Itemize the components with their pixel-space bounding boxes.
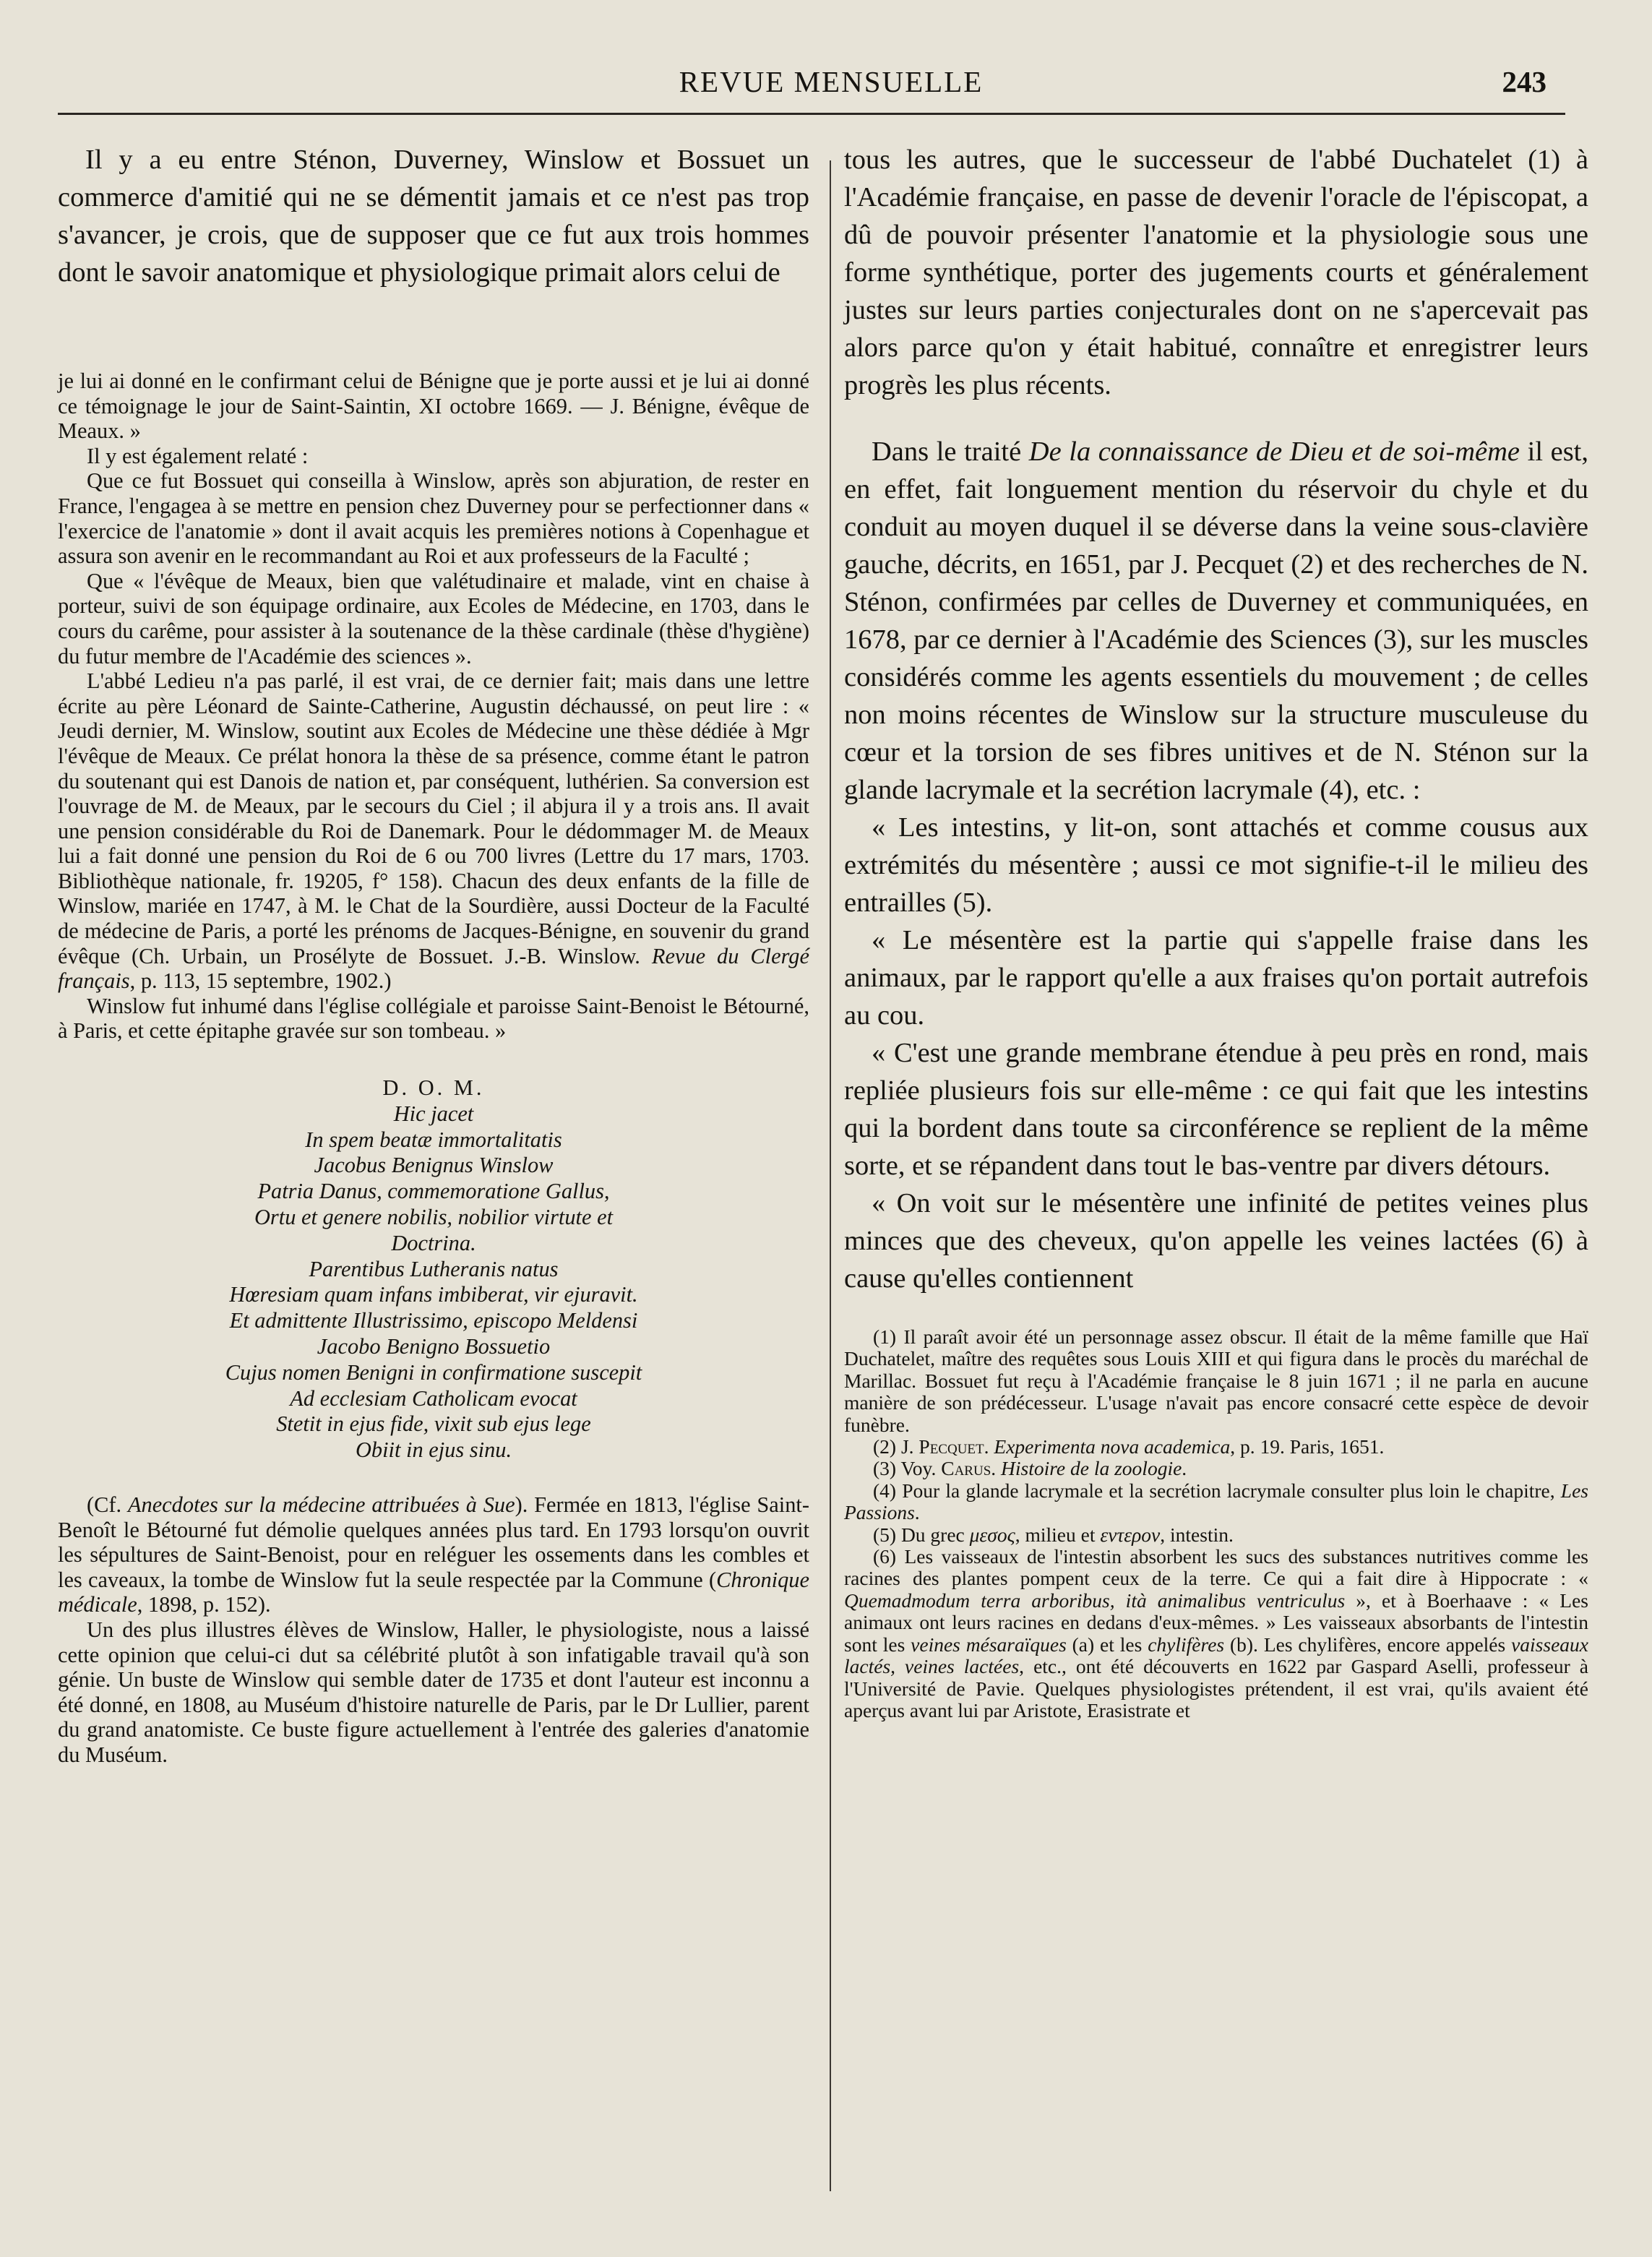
left-column (58, 141, 809, 1768)
term: vaisseaux lactés, veines lactées (844, 1633, 1588, 1678)
epitaph-line: Patria Danus, commemoratione Gallus, (257, 1179, 610, 1204)
book-title: Les Passions (844, 1479, 1588, 1524)
book-title: De la connaissance de Dieu et de soi-même (1028, 437, 1520, 467)
epitaph-line: Ad ecclesiam Catholicam evocat (290, 1385, 577, 1411)
epitaph-line: Jacobus Benignus Winslow (314, 1153, 554, 1178)
spacer (58, 291, 809, 369)
greek-word: εντερον (1100, 1523, 1161, 1546)
epitaph-line: In spem beatæ immortalitatis (305, 1127, 562, 1152)
epitaph-line: Hic jacet (393, 1101, 474, 1126)
footnote-text: (4) Pour la glande lacrymale et la secrétion lacrymale consulter plus loin le chapitre, (873, 1479, 1561, 1502)
footnote-text: . (914, 1501, 920, 1524)
term: veines mésaraïques (911, 1633, 1067, 1656)
footnote (844, 1524, 1588, 1546)
body-paragraph: tous les autres, que le successeur de l'abbé Duchatelet (1) à l'Académie française, en passe de devenir l'oracle de l'épiscopat, a dû de pouvoir présenter l'anatomie et la physiologie sous une forme synthétique, porter des jugements courts et généralement justes sur leurs parties conjecturales dont on ne s'apercevait pas alors parce qu'on y était habitué, connaître et enregistrer leurs progrès les plus récents. (844, 145, 1588, 400)
epitaph-line: Obiit in ejus sinu. (355, 1437, 512, 1463)
term: chylifères (1148, 1633, 1225, 1656)
footnotes (844, 1326, 1588, 1721)
footnote (844, 1458, 1588, 1479)
footnote-text: (3) Voy. (873, 1457, 942, 1480)
footnote-text: , milieu et (1015, 1523, 1101, 1546)
body-paragraph: Winslow fut inhumé dans l'église collégiale et paroisse Saint-Benoist le Bétourné, à Paris, et cette épitaphe gravée sur son tombeau. » (58, 993, 809, 1044)
source-title: Chronique médicale (58, 1567, 809, 1617)
body-paragraph: Que « l'évêque de Meaux, bien que valétudinaire et malade, vint en chaise à porteur, suivi de son équipage ordinaire, aux Ecoles de Médecine, en 1703, dans le cours du carême, pour assister à la soutenance de la thèse cardinale (thèse d'hygiène) du futur membre de l'Académie des sciences ». (58, 568, 809, 668)
source-title: Anecdotes sur la médecine attribuées à Sue (127, 1492, 515, 1517)
footnote-text: (6) Les vaisseaux de l'intestin absorbent les sucs des substances nutritives comme les racines des plantes pompent ceux de la terre. Ce qui a fait dire à Hippocrate : « (844, 1545, 1588, 1590)
body-text: , p. 113, 15 septembre, 1902.) (129, 968, 392, 994)
epitaph-line: Parentibus Lutheranis natus (309, 1256, 559, 1281)
epitaph (58, 1075, 809, 1463)
footnote-text: (2) J. (873, 1435, 919, 1458)
epitaph-line: Doctrina. (391, 1230, 476, 1255)
quote-paragraph: « Les intestins, y lit-on, sont attachés et comme cousus aux extrémités du mésentère ; aussi ce mot signifie-t-il le milieu des entrailles (5). (844, 812, 1588, 918)
spacer (58, 1463, 809, 1492)
latin-quote: Quemadmodum terra arboribus, ità animalibus ventriculus (844, 1589, 1346, 1612)
footnote-text: , p. 19. Paris, 1651. (1230, 1435, 1385, 1458)
body-paragraph: Que ce fut Bossuet qui conseilla à Winslow, après son abjuration, de rester en France, l'engagea à se mettre en pension chez Duverney pour se perfectionner dans « l'exercice de l'anatomie » dont il avait acquis les premières notions à Copenhague et assura son avenir en le recommandant au Roi et aux professeurs de la Faculté ; (58, 468, 809, 569)
footnote-text: . (984, 1435, 994, 1458)
footnote (844, 1436, 1588, 1458)
author-name: Pecquet (919, 1435, 984, 1458)
spacer (58, 1044, 809, 1075)
epitaph-line: Cujus nomen Benigni in confirmatione suscepit (225, 1359, 642, 1385)
body-text: (Cf. (87, 1492, 128, 1517)
quote-paragraph: « On voit sur le mésentère une infinité de petites veines plus minces que des cheveux, qu'on appelle les veines lactées (6) à cause qu'elles contiennent (844, 1188, 1588, 1294)
footnote-text: », et à Boerhaave : « Les animaux ont leurs racines en dedans d'eux-mêmes. » Les vaisseaux absorbants de l'intestin sont les (844, 1589, 1588, 1656)
body-text: il est, en effet, fait longuement mention du réservoir du chyle et du conduit au moyen duquel il se déverse dans la veine sous-clavière gauche, décrits, en 1651, par J. Pecquet (2) et des recherches de N. Sténon, confirmées par celles de Duverney et communiquées, en 1678, par ce dernier à l'Académie des Sciences (3), sur les muscles considérés comme les agents essentiels du mouvement ; de celles non moins récentes de Winslow sur la structure musculeuse du cœur et la torsion de ses fibres unitives et de N. Sténon sur la glande lacrymale et la secrétion lacrymale (4), etc. : (844, 437, 1589, 805)
body-paragraph (58, 668, 809, 994)
footnote-text: , etc., ont été découverts en 1622 par Gaspard Aselli, professeur à l'Université de Pavie. Quelques physiologistes prétendent, il est vrai, qu'ils avaient été aperçus avant lui par Aristote, Erasistrate et (844, 1655, 1588, 1721)
quote-paragraph: je lui ai donné en le confirmant celui de Bénigne que je porte aussi et je lui ai donné ce témoignage le jour de Saint-Saintin, XI octobre 1669. — J. Bénigne, évêque de Meaux. » (58, 369, 809, 444)
footnote (844, 1546, 1588, 1721)
running-header: REVUE MENSUELLE (679, 65, 984, 98)
footnote-text: (b). Les chylifères, encore appelés (1224, 1633, 1512, 1656)
book-title: Histoire de la zoologie (1001, 1457, 1182, 1480)
spacer (844, 1297, 1588, 1326)
body-paragraph (58, 1492, 809, 1617)
epitaph-line: D. O. M. (382, 1075, 485, 1101)
book-title: Experimenta nova academica (994, 1435, 1231, 1458)
footnote (844, 1480, 1588, 1524)
epitaph-line: Stetit in ejus fide, vixit sub ejus lege (276, 1411, 591, 1437)
intro-paragraph: Il y a eu entre Sténon, Duverney, Winslow et Bossuet un commerce d'amitié qui ne se démentit jamais et ce n'est pas trop s'avancer, je crois, que de supposer que ce fut aux trois hommes dont le savoir anatomique et physiologique primait alors celui de (58, 145, 809, 288)
body-text: Dans le traité (872, 437, 1029, 467)
body-text: ). Fermée en 1813, l'église Saint-Benoît le Bétourné fut démolie quelques années plus tard. En 1793 lorsqu'on ouvrit les sépultures de Saint-Benoist, pour en reléguer les ossements dans les combles et les caveaux, la tombe de Winslow fut la seule respectée par la Commune ( (58, 1492, 809, 1592)
footnote: (1) Il paraît avoir été un personnage assez obscur. Il était de la même famille que Haï Duchatelet, maître des requêtes sous Louis XIII et qui figura dans le procès du maréchal de Marillac. Bossuet fut reçu à l'Académie française le 8 juin 1671 ; il ne parla en aucune manière de son prédécesseur. L'usage n'avait pas encore consacré cette espèce de devoir funèbre. (844, 1325, 1588, 1436)
column-divider (830, 160, 831, 2191)
epitaph-line: Et admittente Illustrissimo, episcopo Meldensi (229, 1308, 638, 1333)
quote-paragraph: « Le mésentère est la partie qui s'appelle fraise dans les animaux, par le rapport qu'elle a aux fraises qu'on portait autrefois au cou. (844, 925, 1588, 1031)
right-column (844, 141, 1588, 1721)
footnote-text: . (991, 1457, 1002, 1480)
footnote-text: (a) et les (1066, 1633, 1148, 1656)
author-name: Carus (941, 1457, 991, 1480)
epitaph-line: Jacobo Benigno Bossuetio (317, 1334, 551, 1359)
footnote-text: . (1182, 1457, 1187, 1480)
epitaph-line: Hœresiam quam infans imbiberat, vir ejuravit. (229, 1282, 638, 1307)
footnote-text: , intestin. (1160, 1523, 1234, 1546)
body-text: , 1898, p. 152). (137, 1592, 271, 1617)
body-text: L'abbé Ledieu n'a pas parlé, il est vrai, de ce dernier fait; mais dans une lettre écrite au père Léonard de Sainte-Catherine, Augustin déchaussé, on peut lire : « Jeudi dernier, M. Winslow, soutint aux Ecoles de Médecine une thèse dédiée à Mgr l'évêque de Meaux. Ce prélat honora la thèse de sa présence, comme étant le patron du soutenant qui est Danois de nation et, par conséquent, luthérien. Sa conversion est l'ouvrage de M. de Meaux, par le secours du Ciel ; il abjura il y a trois ans. Il avait une pension considérable du Roi de Danemark. Pour le dédommager M. de Meaux lui a fait donné une pension du Roi de 6 ou 700 livres (Lettre du 17 mars, 1703. Bibliothèque nationale, fr. 19205, f° 158). Chacun des deux enfants de la fille de Winslow, mariée en 1747, à M. le Chat de la Sourdière, aussi Docteur de la Faculté de médecine de Paris, a porté les prénoms de Jacques-Bénigne, en souvenir du grand évêque (Ch. Urbain, un Prosélyte de Bossuet. J.-B. Winslow. (58, 668, 809, 968)
footnote-text: (5) Du grec (873, 1523, 970, 1546)
body-paragraph (844, 433, 1588, 809)
body-paragraph: Il y est également relaté : (87, 443, 309, 468)
spacer (844, 404, 1588, 433)
quote-paragraph: « C'est une grande membrane étendue à peu près en rond, mais repliée plusieurs fois sur elle-même : ce qui fait que les intestins qui la bordent dans toute sa circonférence se replient de la même sorte, et se répandent dans tout le bas-ventre par divers détours. (844, 1038, 1588, 1181)
epitaph-line: Ortu et genere nobilis, nobilior virtute et (254, 1205, 614, 1230)
source-title: Revue du Clergé français (58, 943, 809, 994)
body-paragraph: Un des plus illustres élèves de Winslow, Haller, le physiologiste, nous a laissé cette opinion que celui-ci dut sa célébrité plutôt à son infatigable travail qu'à son génie. Un buste de Winslow qui semble dater de 1735 et dont l'auteur est inconnu a été donné, en 1808, au Muséum d'histoire naturelle de Paris, par le Dr Lullier, parent du grand anatomiste. Ce buste figure actuellement à l'entrée des galeries d'anatomie du Muséum. (58, 1617, 809, 1767)
greek-word: μεσος (969, 1523, 1015, 1546)
header-rule (58, 113, 1565, 115)
page-number: 243 (1502, 65, 1546, 98)
